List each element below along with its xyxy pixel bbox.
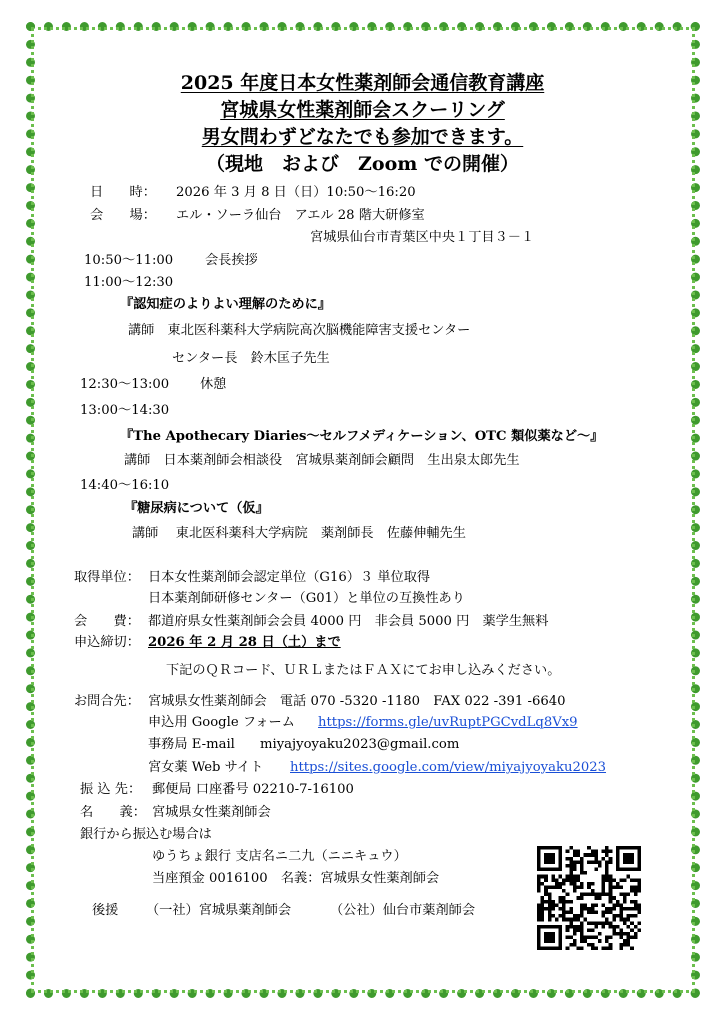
bank-intro: 銀行から振込む場合は (80, 827, 212, 842)
title-line-4: （現地 および Zoom での開催） (206, 153, 519, 175)
schedule-5-lecturer: 講師 東北医科薬科大学病院 薬剤師長 佐藤伸輔先生 (132, 526, 466, 541)
schedule-2-lecturer-1: 講師 東北医科薬科大学病院高次脳機能障害支援センター (128, 323, 471, 338)
bank-line-1: ゆうちょ銀行 支店名ニ二九（ニニキュウ） (152, 849, 407, 864)
schedule-2-time: 11:00～12:30 (84, 275, 174, 290)
title-line-1: 2025 年度日本女性薬剤師会通信教育講座 (180, 72, 545, 94)
bank-line-2: 当座預金 0016100 名義：宮城県女性薬剤師会 (152, 871, 440, 886)
qr-code-icon[interactable] (537, 846, 641, 950)
email-label: 事務局 E-mail (148, 737, 235, 752)
apply-note: 下記のＱＲコード、ＵＲＬまたはＦＡＸにてお申し込みください。 (166, 663, 561, 678)
deadline-label: 申込締切： (74, 635, 140, 650)
email-link[interactable]: miyajyoyaku2023@gmail.com (260, 737, 460, 752)
web-label: 宮女薬 Web サイト (148, 760, 264, 775)
schedule-3-title: 休憩 (200, 377, 227, 392)
schedule-1-title: 会長挨拶 (205, 253, 258, 268)
fee-value: 都道府県女性薬剤師会会員 4000 円 非会員 5000 円 薬学生無料 (148, 614, 549, 629)
title-line-3: 男女問わずどなたでも参加できます。 (201, 126, 524, 148)
form-label: 申込用 Google フォーム (148, 715, 295, 730)
account-name-label: 名 義： (80, 805, 146, 820)
website-link[interactable]: https://sites.google.com/view/miyajyoyaku2023 (290, 760, 607, 775)
deadline-value: 2026 年 2 月 28 日（土）まで (148, 635, 341, 650)
schedule-4-time: 13:00～14:30 (80, 403, 170, 418)
schedule-3-time: 12:30～13:00 (80, 377, 170, 392)
schedule-4-title: 『The Apothecary Diaries～セルフメディケーション、OTC 類似薬など～』 (120, 429, 604, 444)
transfer-dest-label: 振 込 先： (80, 782, 142, 797)
contact-label: お問合先： (74, 694, 140, 709)
venue-address: 宮城県仙台市青葉区中央１丁目３－１ (310, 230, 535, 245)
date-value: 2026 年 3 月 8 日（日）10:50～16:20 (176, 185, 416, 200)
google-form-link[interactable]: https://forms.gle/uvRuptPGCvdLq8Vx9 (318, 715, 578, 730)
date-label: 日 時： (90, 185, 156, 200)
contact-org-phone-fax: 宮城県女性薬剤師会 電話 070 -5320 -1180 FAX 022 -391 -6640 (148, 694, 566, 709)
title-line-2: 宮城県女性薬剤師会スクーリング (220, 99, 505, 121)
venue-label: 会 場： (90, 208, 156, 223)
schedule-1-time: 10:50～11:00 (84, 253, 174, 268)
schedule-2-lecturer-2: センター長 鈴木匡子先生 (172, 351, 330, 366)
fee-label: 会 費： (74, 614, 140, 629)
schedule-5-title: 『糖尿病について（仮』 (124, 501, 269, 516)
support-org-2: （公社）仙台市薬剤師会 (330, 903, 476, 918)
support-org-1: （一社）宮城県薬剤師会 (146, 903, 292, 918)
credit-label: 取得単位： (74, 570, 140, 585)
venue-value: エル・ソーラ仙台 アエル 28 階大研修室 (176, 208, 425, 223)
credit-line-2: 日本薬剤師研修センター（G01）と単位の互換性あり (148, 591, 465, 606)
account-name-value: 宮城県女性薬剤師会 (152, 805, 271, 820)
schedule-4-lecturer: 講師 日本薬剤師会相談役 宮城県薬剤師会顧問 生出泉太郎先生 (124, 453, 520, 468)
schedule-2-title: 『認知症のよりよい理解のために』 (120, 297, 331, 312)
title-block (0, 70, 725, 178)
transfer-dest-value: 郵便局 口座番号 02210-7-16100 (152, 782, 354, 797)
schedule-5-time: 14:40～16:10 (80, 478, 170, 493)
support-label: 後援 (92, 903, 119, 918)
credit-line-1: 日本女性薬剤師会認定単位（G16）３ 単位取得 (148, 570, 431, 585)
